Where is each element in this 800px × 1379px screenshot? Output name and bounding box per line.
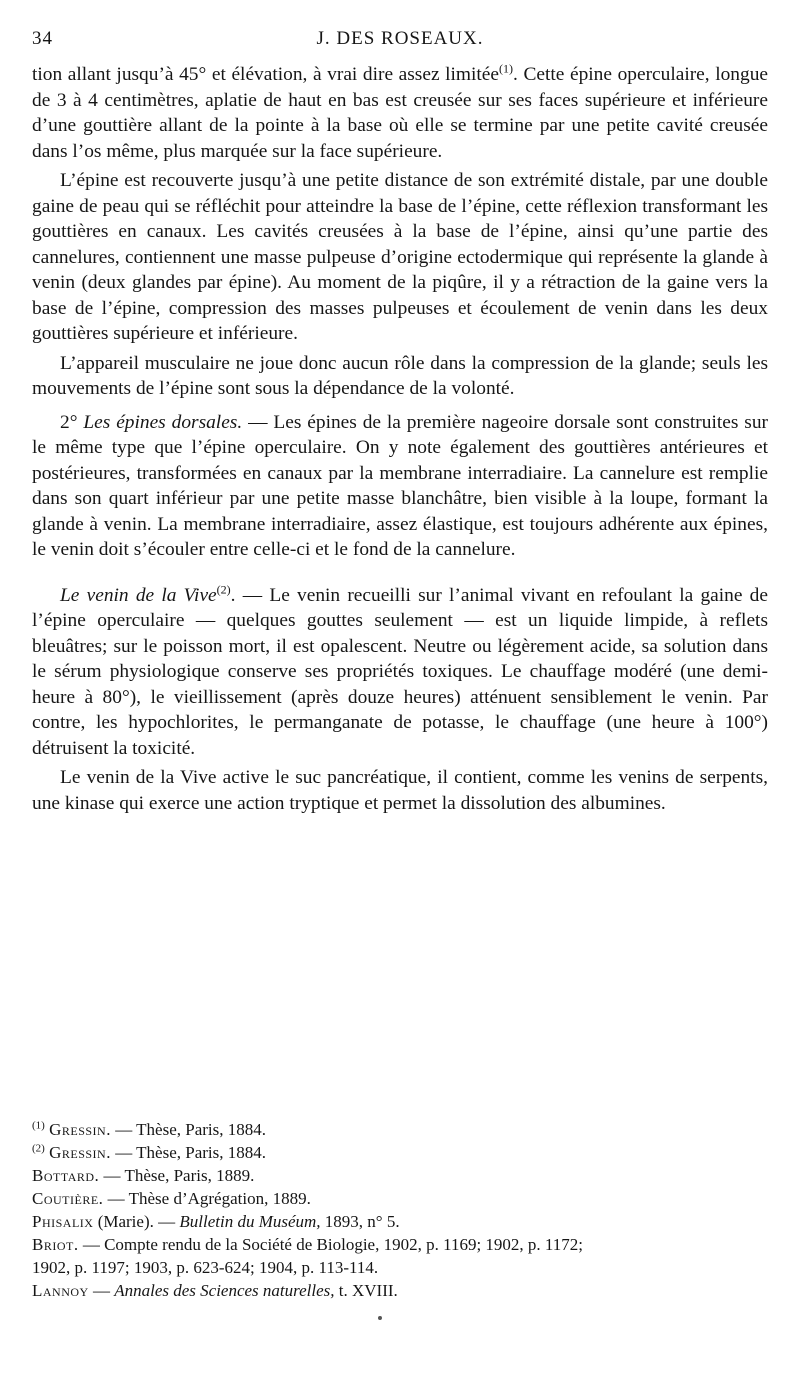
footnote (32, 1118, 768, 1141)
footnote-continued (32, 1256, 768, 1279)
footnote-text: — Thèse, Paris, 1889. (99, 1166, 255, 1185)
footnote (32, 1141, 768, 1164)
footnote-text: — Compte rendu de la Société de Biologie, 1902, p. 1169; 1902, p. 1172; (78, 1235, 584, 1254)
footnote-text: — Thèse, Paris, 1884. (110, 1143, 266, 1162)
paragraph-6: Le venin de la Vive active le suc pancréatique, il contient, comme les venins de serpents, une kinase qui exerce une action tryptique et permet la dissolution des albumines. (32, 767, 768, 814)
footnote (32, 1187, 768, 1210)
footnote-journal: Annales des Sciences naturelles, (114, 1281, 335, 1300)
footnote-text: — (88, 1281, 115, 1300)
paragraph-5-text: . — Le venin recueilli sur l’animal vivant en refoulant la gaine de l’épine operculaire — quelques gouttes seulement — est un liquide limpide, à reflets bleuâtres; sur le poisson mort, il est opalescent. Neutre ou légèrement acide, sa solution dans le sérum physiologique conserve ses propriétés toxiques. Le chauffage modéré (une demi-heure à 80°), le vieillissement (après douze heures) atténuent sensiblement le venin. Par contre, les hypochlorites, le permanganate de potasse, le chauffage (une heure à 100°) détruisent la toxicité. (32, 584, 768, 759)
footnote-author: Gressin. (49, 1143, 111, 1162)
footnote-author: Lannoy (32, 1281, 89, 1300)
footnote-mark: (1) (32, 1119, 45, 1132)
footnote-text: — Thèse, Paris, 1884. (110, 1120, 266, 1139)
footnote-author: Briot. (32, 1235, 79, 1254)
running-title: J. DES ROSEAUX. (316, 28, 484, 49)
footnote-text: — Thèse d’Agrégation, 1889. (103, 1189, 311, 1208)
section-title-venom: Le venin de la Vive (60, 584, 217, 606)
paragraph-1-text-b: . Cette épine operculaire, longue de 3 à 4 centimètres, aplatie de haut en bas est creusée sur ses faces supérieure et inférieure d’une gouttière allant de la pointe à la base où elle se termine par une petite cavité creusée dans l’os même, plus marquée sur la face supérieure. (32, 64, 768, 162)
footnotes (32, 1118, 768, 1302)
paragraph-1-text-a: tion allant jusqu’à 45° et élévation, à vrai dire assez limitée (32, 64, 500, 85)
footnote-author: Gressin. (49, 1120, 111, 1139)
footnote-text: 1902, p. 1197; 1903, p. 623-624; 1904, p. 113-114. (32, 1258, 379, 1277)
ink-dot (378, 1316, 382, 1320)
paragraph-1 (32, 62, 768, 164)
footnote (32, 1233, 768, 1256)
page (32, 28, 768, 1300)
footnote-author: Coutière. (32, 1189, 104, 1208)
page-number: 34 (32, 28, 53, 49)
body-text (32, 62, 768, 816)
paragraph-2: L’épine est recouverte jusqu’à une petite distance de son extrémité distale, par une double gaine de peau qui se réfléchit pour atteindre la base de l’épine, cette réflexion transformant les gouttières en canaux. Les cavités creusées à la base de l’épine, ainsi qu’une partie des cannelures, contiennent une masse pulpeuse d’origine ectodermique qui représente la glande à venin (deux glandes par épine). Au moment de la piqûre, il y a rétraction de la gaine vers la base de l’épine, compression des masses pulpeuses et écoulement de venin dans les deux gouttières supérieure et inférieure. (32, 170, 768, 344)
footnote-author: Phisalix (32, 1212, 94, 1231)
footnote-text: (Marie). — (93, 1212, 180, 1231)
paragraph-5 (32, 583, 768, 762)
footnote-ref-2: (2) (216, 582, 231, 597)
section-title-dorsal-spines: Les épines dorsales. (83, 411, 243, 433)
section-number: 2° (60, 411, 84, 433)
footnote (32, 1279, 768, 1302)
footnote (32, 1164, 768, 1187)
paragraph-4-text: — Les épines de la première nageoire dorsale sont construites sur le même type que l’épine operculaire. On y note également des gouttières antérieures et postérieures, transformées en canaux par la membrane interradiaire. La cannelure est remplie dans son quart inférieur par une petite masse blanchâtre, bien visible à la loupe, formant la glande à venin. La membrane interradiaire, assez élastique, est toujours adhérente aux épines, le venin doit s’écouler entre celle-ci et le fond de la cannelure. (32, 411, 768, 560)
footnote-author: Bottard. (32, 1166, 100, 1185)
footnote-tail: t. XVIII. (334, 1281, 398, 1300)
page-header (32, 28, 768, 62)
footnote-tail: 1893, n° 5. (320, 1212, 400, 1231)
footnote (32, 1210, 768, 1233)
paragraph-4 (32, 410, 768, 563)
footnote-ref-1: (1) (499, 61, 514, 76)
footnote-mark: (2) (32, 1142, 45, 1155)
footnote-journal: Bulletin du Muséum, (179, 1212, 321, 1231)
paragraph-3: L’appareil musculaire ne joue donc aucun rôle dans la compression de la glande; seuls les mouvements de l’épine sont sous la dépendance de la volonté. (32, 352, 768, 399)
